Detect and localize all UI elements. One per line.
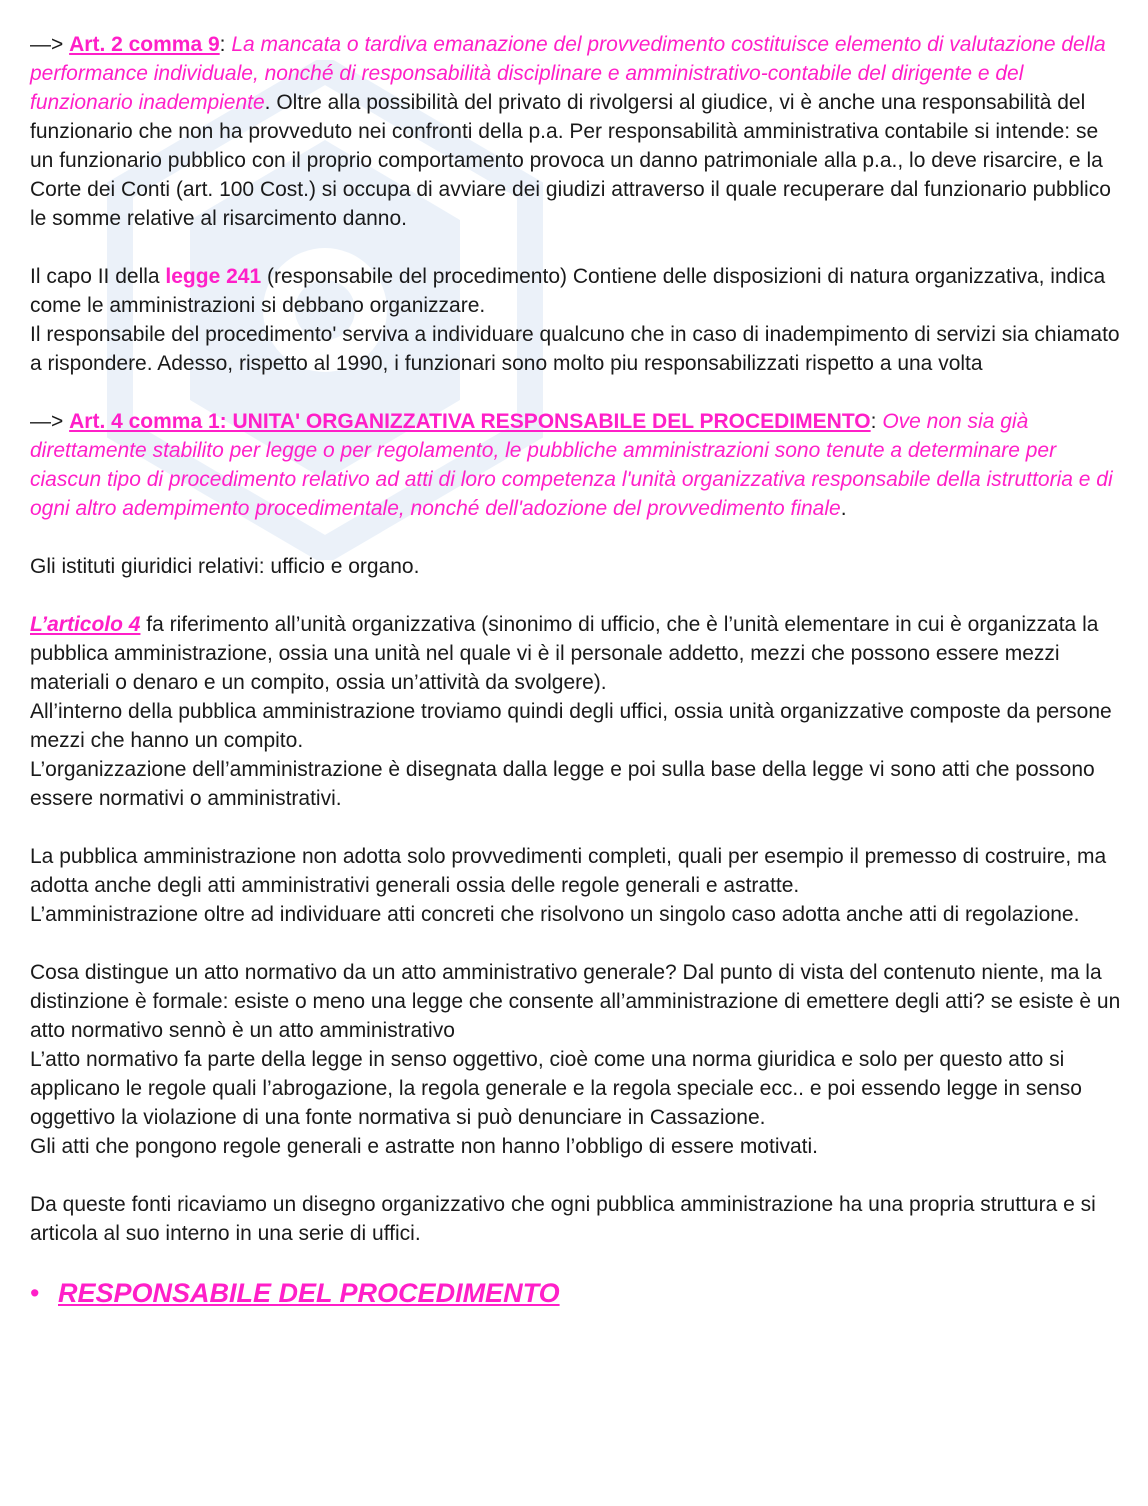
bullet-icon: •: [30, 1278, 40, 1308]
quote-art4: Ove non sia già direttamente stabilito per legge o per regolamento, le pubbliche amministrazioni sono tenute a determinare per ciascun tipo di procedimento relativo ad atti di loro competenza l'unità organizzativa responsabile della istruttoria e di ogni altro adempimento procedimentale, nonché dell'adozione del provvedimento finale: [30, 410, 1113, 520]
paragraph-articolo4: L’articolo 4 fa riferimento all’unità organizzativa (sinonimo di ufficio, che è l’unità elementare in cui è organizzata la pubblica amministrazione, ossia una unità nel quale vi è il personale addetto, mezzi che possono essere mezzi materiali o denaro e un compito, ossia un’attività da svolgere).: [30, 613, 1099, 694]
section-heading: [30, 1277, 1125, 1309]
section-heading-text: RESPONSABILE DEL PROCEDIMENTO: [58, 1278, 560, 1308]
paragraph-art2: —> Art. 2 comma 9: La mancata o tardiva emanazione del provvedimento costituisce elemento di valutazione della performance individuale, nonché di responsabilità disciplinare e amministrativo-contabile del dirigente e del funzionario inadempiente. Oltre alla possibilità del privato di rivolgersi al giudice, vi è anche una responsabilità del funzionario che non ha provveduto nei confronti della p.a. Per responsabilità amministrativa contabile si intende: se un funzionario pubblico con il proprio comportamento provoca un danno patrimoniale alla p.a., lo deve risarcire, e la Corte dei Conti (art. 100 Cost.) si occupa di avviare dei giudizi attraverso il quale recuperare dal funzionario pubblico le somme relative al risarcimento danno.: [30, 33, 1111, 230]
paragraph-uffici: All’interno della pubblica amministrazione troviamo quindi degli uffici, ossia unità organizzative composte da persone mezzi che hanno un compito.: [30, 700, 1112, 752]
ref-art2-comma9: Art. 2 comma 9: [69, 33, 220, 56]
ref-art4-comma1: Art. 4 comma 1: UNITA' ORGANIZZATIVA RESPONSABILE DEL PROCEDIMENTO: [69, 410, 871, 433]
ref-articolo-4: L’articolo 4: [30, 613, 141, 636]
paragraph-disegno: Da queste fonti ricaviamo un disegno organizzativo che ogni pubblica amministrazione ha una propria struttura e si articola al suo interno in una serie di uffici.: [30, 1193, 1096, 1245]
paragraph-art4: —> Art. 4 comma 1: UNITA' ORGANIZZATIVA RESPONSABILE DEL PROCEDIMENTO: Ove non sia già direttamente stabilito per legge o per regolamento, le pubbliche amministrazioni sono tenute a determinare per ciascun tipo di procedimento relativo ad atti di loro competenza l'unità organizzativa responsabile della istruttoria e di ogni altro adempimento procedimentale, nonché dell'adozione del provvedimento finale.: [30, 410, 1113, 520]
paragraph-pa-atti: La pubblica amministrazione non adotta solo provvedimenti completi, quali per esempio il premesso di costruire, ma adotta anche degli atti amministrativi generali ossia delle regole generali e astratte.: [30, 845, 1107, 897]
paragraph-organizzazione: L’organizzazione dell’amministrazione è disegnata dalla legge e poi sulla base della legge vi sono atti che possono essere normativi o amministrativi.: [30, 758, 1095, 810]
paragraph-capo2: Il capo II della legge 241 (responsabile del procedimento) Contiene delle disposizioni di natura organizzativa, indica come le amministrazioni si debbano organizzare.: [30, 265, 1106, 317]
paragraph-regolazione: L’amministrazione oltre ad individuare atti concreti che risolvono un singolo caso adotta anche atti di regolazione.: [30, 903, 1080, 926]
ref-legge-241: legge 241: [165, 265, 262, 288]
document-body: [30, 30, 1125, 1309]
paragraph-istituti: Gli istituti giuridici relativi: ufficio e organo.: [30, 555, 420, 578]
paragraph-distinzione: Cosa distingue un atto normativo da un atto amministrativo generale? Dal punto di vista del contenuto niente, ma la distinzione è formale: esiste o meno una legge che consente all’amministrazione di emettere degli atti? se esiste è un atto normativo sennò è un atto amministrativo: [30, 961, 1121, 1042]
quote-art2: La mancata o tardiva emanazione del provvedimento costituisce elemento di valutazione della performance individuale, nonché di responsabilità disciplinare e amministrativo-contabile del dirigente e del funzionario inadempiente: [30, 33, 1106, 114]
paragraph-responsabile: Il responsabile del procedimento' serviva a individuare qualcuno che in caso di inadempimento di servizi sia chiamato a rispondere. Adesso, rispetto al 1990, i funzionari sono molto piu responsabilizzati rispetto a una volta: [30, 323, 1120, 375]
paragraph-atto-normativo: L’atto normativo fa parte della legge in senso oggettivo, cioè come una norma giuridica e solo per questo atto si applicano le regole quali l’abrogazione, la regola generale e la regola speciale ecc.. e poi essendo legge in senso oggettivo la violazione di una fonte normativa si può denunciare in Cassazione.: [30, 1048, 1082, 1129]
paragraph-motivazione: Gli atti che pongono regole generali e astratte non hanno l’obbligo di essere motivati.: [30, 1135, 819, 1158]
